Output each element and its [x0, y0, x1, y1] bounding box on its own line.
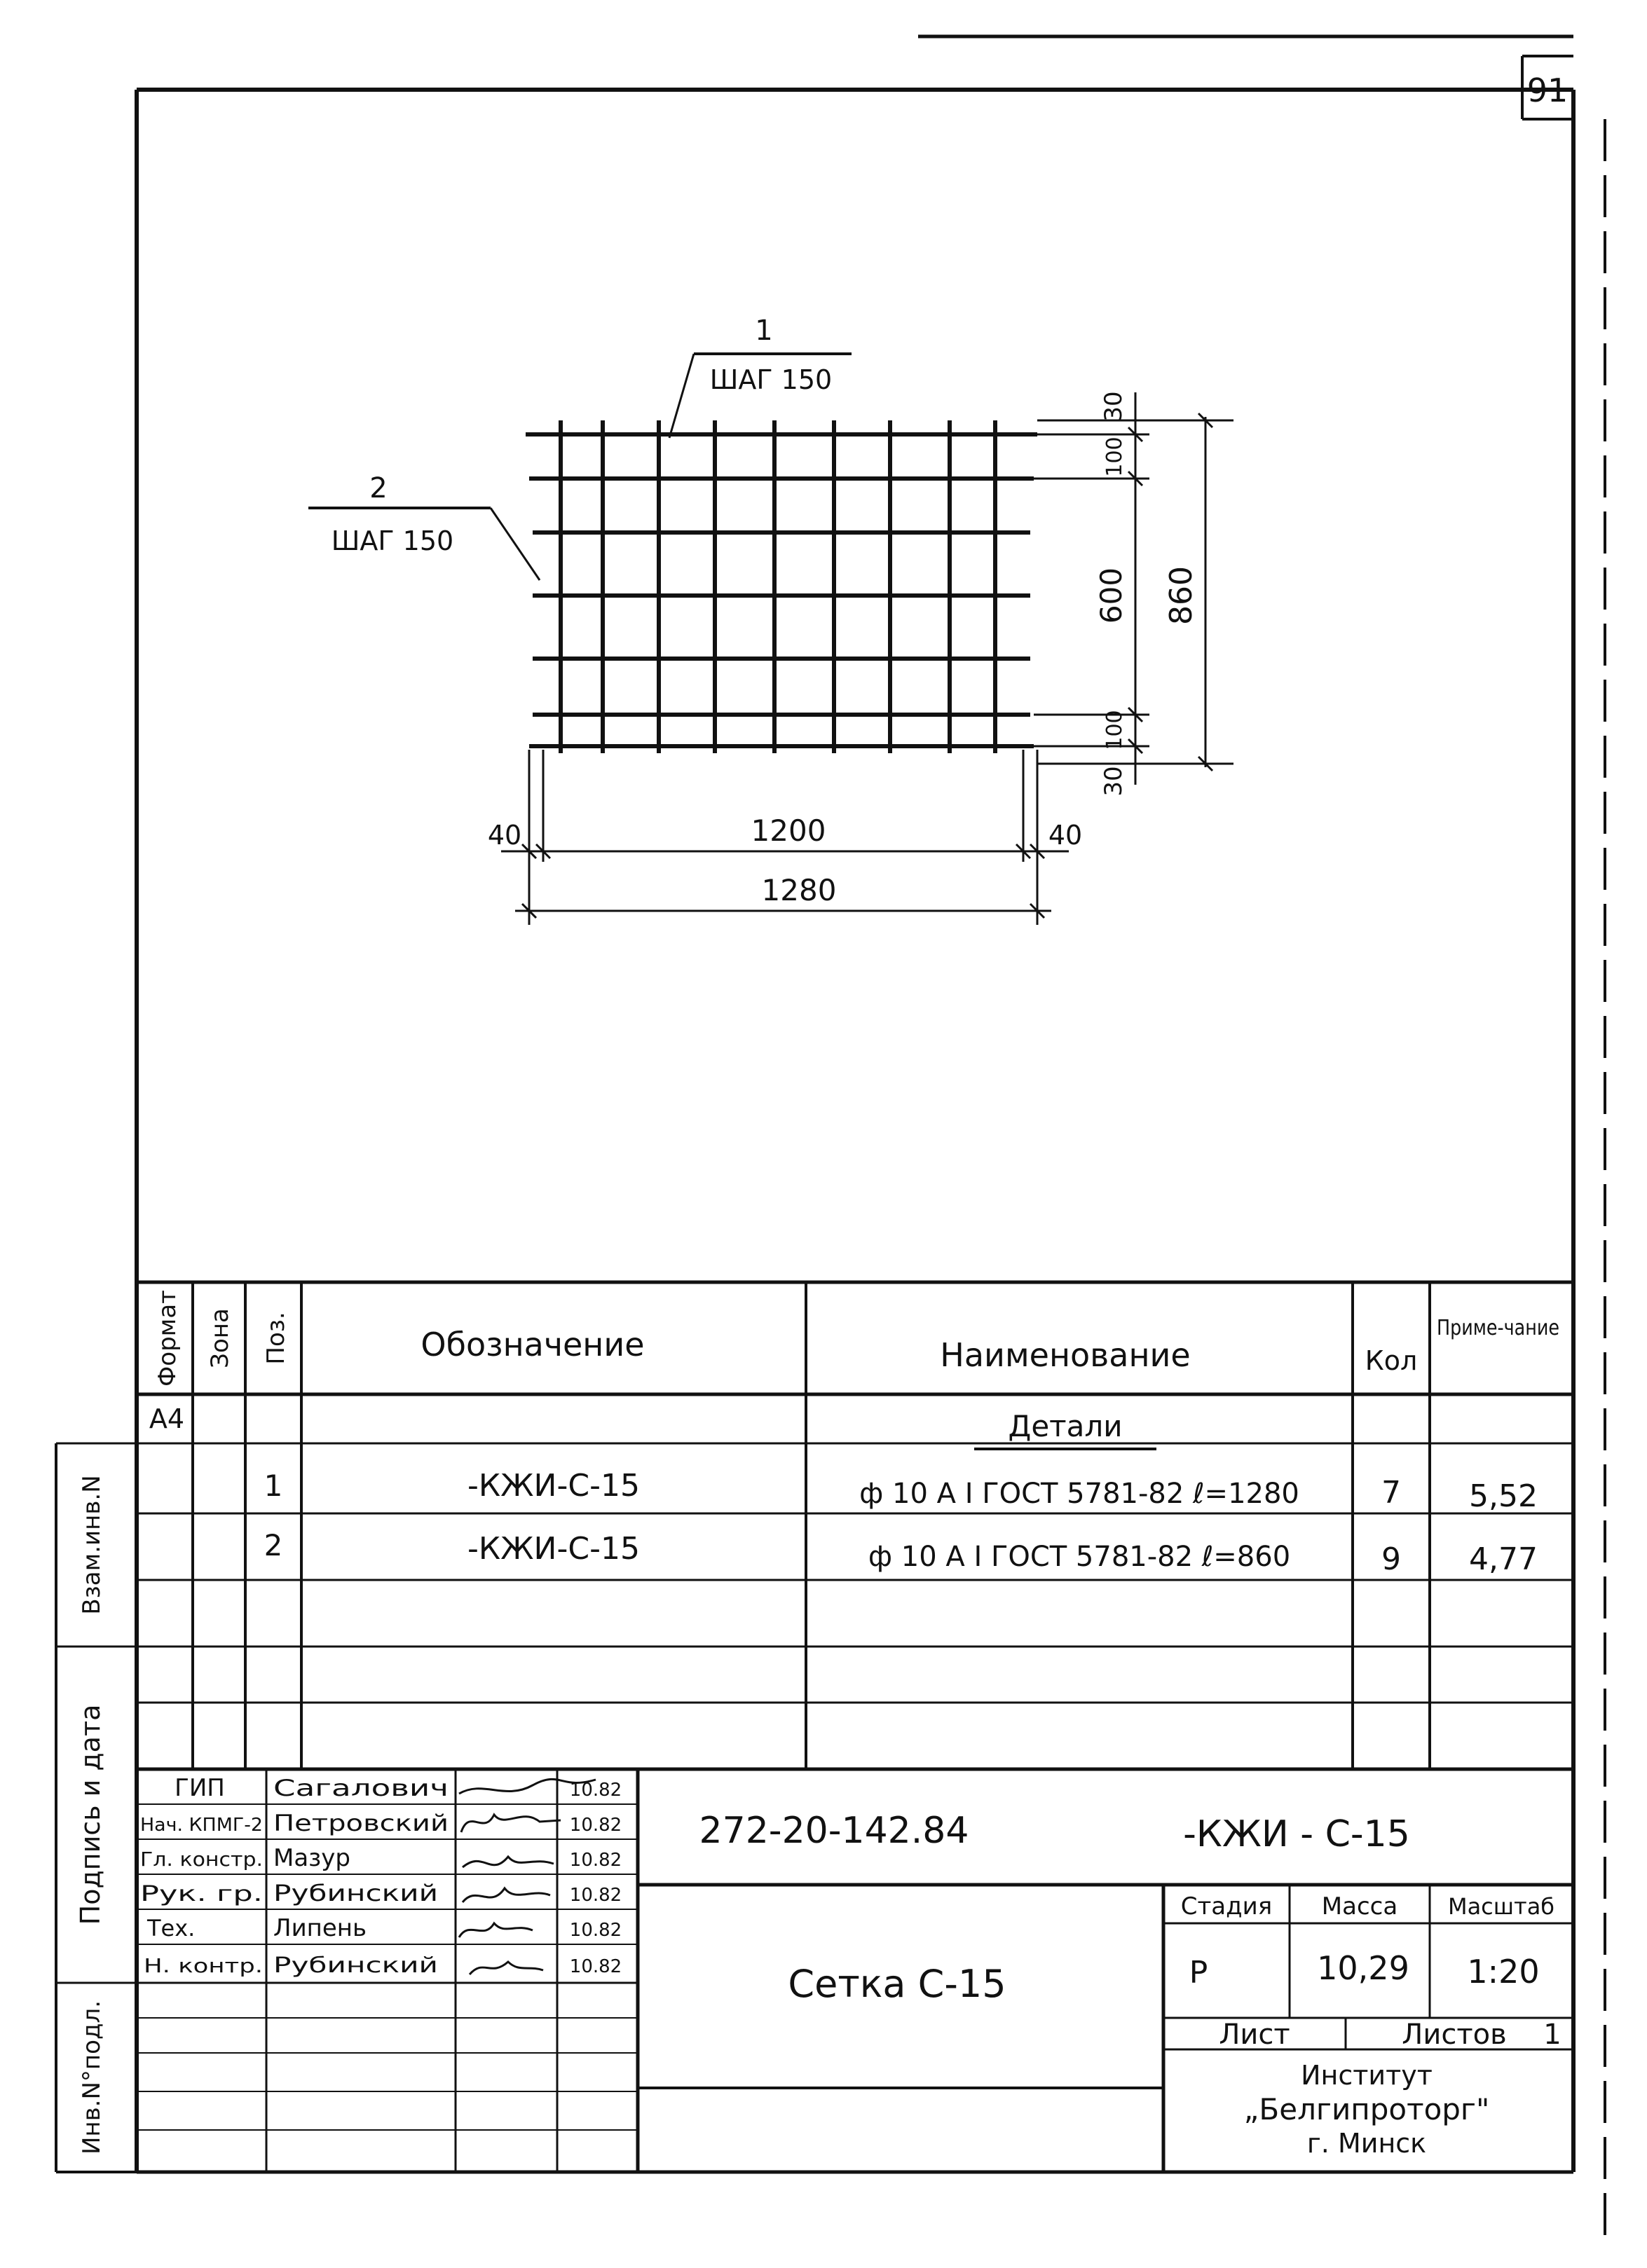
dim-right-overhang: 40	[1048, 820, 1083, 851]
signature-3	[463, 1857, 554, 1867]
role-person: Петровский	[273, 1810, 449, 1836]
role-title: Н. контр.	[144, 1954, 263, 1977]
dim-inner-width: 1200	[751, 813, 826, 848]
role-date: 10.82	[569, 1780, 622, 1801]
role-person: Мазур	[273, 1844, 350, 1872]
dim-total-height: 860	[1163, 566, 1199, 625]
role-row	[146, 1914, 622, 1942]
callout-1-step: ШАГ 150	[709, 364, 833, 395]
header-designation: Обозначение	[421, 1326, 645, 1363]
side-label-inv-original: Инв.N°подл.	[78, 2000, 106, 2155]
callout-1-pos: 1	[755, 315, 773, 347]
role-date: 10.82	[569, 1850, 622, 1871]
role-row	[144, 1953, 622, 1978]
role-date: 10.82	[569, 1885, 622, 1906]
role-title: Тех.	[147, 1915, 196, 1941]
signature-6	[470, 1962, 543, 1974]
table-row	[264, 1528, 1538, 1577]
role-row	[140, 1844, 622, 1872]
role-title: ГИП	[175, 1774, 225, 1802]
sheets-label: Листов	[1402, 2019, 1507, 2051]
format-value: А4	[149, 1403, 185, 1434]
row-note: 5,52	[1469, 1478, 1538, 1514]
role-title: Нач. КПМГ-2	[140, 1815, 263, 1836]
row-designation: -КЖИ-С-15	[467, 1531, 640, 1567]
role-date: 10.82	[569, 1956, 622, 1977]
stage-value: Р	[1189, 1955, 1208, 1991]
header-format: Формат	[153, 1290, 182, 1387]
page-number: 91	[1526, 71, 1569, 109]
header-qty: Кол	[1365, 1345, 1418, 1376]
header-note: Приме-чание	[1437, 1316, 1559, 1340]
side-labels	[75, 1475, 106, 2154]
spec-table-headers	[153, 1290, 1559, 1387]
role-row	[140, 1810, 622, 1836]
spec-table-body	[149, 1403, 1538, 1577]
mass-value: 10,29	[1317, 1949, 1409, 1987]
role-title: Гл. констр.	[140, 1848, 263, 1871]
drawing-title: Сетка С-15	[788, 1962, 1006, 2006]
row-designation: -КЖИ-С-15	[467, 1468, 640, 1504]
dim-middle: 600	[1094, 567, 1128, 624]
side-label-replaced-inv: Взам.инв.N	[78, 1475, 106, 1615]
header-name: Наименование	[940, 1336, 1191, 1374]
row-qty: 7	[1381, 1475, 1401, 1511]
callout-2-step: ШАГ 150	[331, 525, 454, 556]
scale-value: 1:20	[1467, 1953, 1540, 1991]
dim-bottom-edge: 100	[1102, 710, 1127, 750]
role-row	[175, 1774, 622, 1802]
table-row	[264, 1468, 1538, 1514]
row-pos: 2	[264, 1528, 283, 1562]
section-title: Детали	[1008, 1409, 1123, 1443]
document-suffix: -КЖИ - С-15	[1183, 1813, 1410, 1855]
dim-top-overhang: 30	[1100, 391, 1128, 422]
role-date: 10.82	[569, 1815, 622, 1836]
role-person: Рубинский	[273, 1953, 438, 1978]
spec-table-grid	[137, 1282, 1573, 1769]
org-line-2: „Белгипроторг"	[1243, 2092, 1490, 2126]
row-pos: 1	[264, 1469, 283, 1503]
signature-2	[461, 1815, 561, 1832]
vertical-bars	[561, 420, 995, 753]
mesh-labels	[332, 315, 1199, 907]
org-line-1: Институт	[1301, 2060, 1433, 2091]
role-person: Сагалович	[273, 1775, 449, 1801]
dim-total-width: 1280	[761, 873, 837, 907]
dim-left-overhang: 40	[487, 820, 522, 851]
callout-2-pos: 2	[369, 472, 388, 504]
role-person: Рубинский	[273, 1880, 438, 1906]
document-code: 272-20-142.84	[699, 1810, 969, 1852]
header-zone: Зона	[206, 1308, 234, 1368]
dim-bottom-overhang: 30	[1100, 766, 1128, 797]
signature-5	[459, 1923, 533, 1937]
row-note: 4,77	[1469, 1541, 1538, 1577]
sheet-label: Лист	[1219, 2019, 1290, 2051]
role-date: 10.82	[569, 1920, 622, 1941]
signature-4	[463, 1888, 550, 1902]
dim-top-edge: 100	[1102, 437, 1127, 477]
dimension-lines-right	[1034, 392, 1233, 785]
role-person: Липень	[273, 1914, 367, 1942]
signatures	[459, 1779, 596, 1974]
scale-label: Масштаб	[1447, 1893, 1555, 1920]
stage-label: Стадия	[1180, 1892, 1273, 1920]
org-line-3: г. Минск	[1306, 2128, 1427, 2159]
title-block-main	[699, 1810, 1561, 2159]
row-name: ф 10 А I ГОСТ 5781-82 ℓ=860	[868, 1541, 1291, 1573]
role-title: Рук. гр.	[140, 1882, 263, 1906]
row-name: ф 10 А I ГОСТ 5781-82 ℓ=1280	[859, 1478, 1299, 1510]
side-label-sign-date: Подпись и дата	[75, 1704, 106, 1925]
role-row	[140, 1880, 622, 1906]
header-pos: Поз.	[262, 1312, 290, 1365]
sheets-value: 1	[1543, 2019, 1561, 2051]
mass-label: Масса	[1321, 1892, 1398, 1920]
row-qty: 9	[1381, 1541, 1401, 1577]
